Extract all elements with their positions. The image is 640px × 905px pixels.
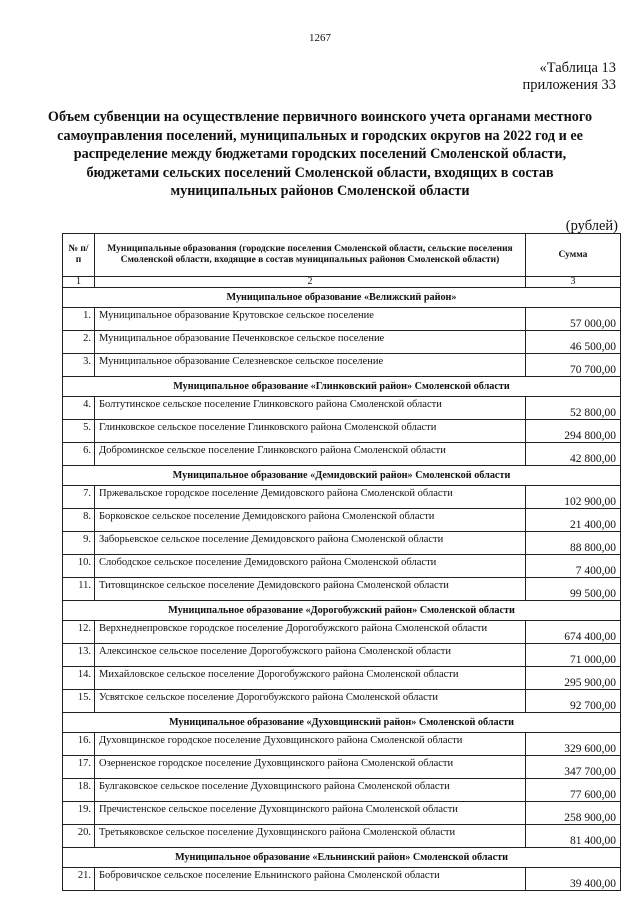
subvention-amount: 42 800,00 [526,443,621,466]
subvention-amount: 102 900,00 [526,486,621,509]
municipality-name: Муниципальное образование Печенковское сельское поселение [95,331,526,354]
subvention-amount: 99 500,00 [526,578,621,601]
municipality-name: Алексинское сельское поселение Дорогобужского района Смоленской области [95,644,526,667]
municipality-name: Пржевальское городское поселение Демидовского района Смоленской области [95,486,526,509]
region-header-row [63,288,621,308]
municipality-name: Михайловское сельское поселение Дорогобужского района Смоленской области [95,667,526,690]
municipality-name: Булгаковское сельское поселение Духовщинского района Смоленской области [95,779,526,802]
subvention-amount: 81 400,00 [526,825,621,848]
table-row [63,756,621,779]
row-number: 4. [63,397,95,420]
row-number: 1. [63,308,95,331]
document-title: Объем субвенции на осуществление первичного воинского учета органами местного самоуправления поселений, муниципальных и городских округов на 2022 год и ее распределение между бюджетами городских поселений Смоленской области, бюджетами сельских поселений Смоленской области, входящих в состав муниципальных районов Смоленской области [47,109,593,200]
table-row [63,509,621,532]
row-number: 20. [63,825,95,848]
table-row [63,578,621,601]
subvention-amount: 294 800,00 [526,420,621,443]
municipality-name: Бобровичское сельское поселение Ельнинского района Смоленской области [95,868,526,891]
column-number: 1 [63,277,95,288]
municipality-name: Доброминское сельское поселение Глинковского района Смоленской области [95,443,526,466]
row-number: 13. [63,644,95,667]
row-number: 15. [63,690,95,713]
region-header-row [63,713,621,733]
table-row [63,802,621,825]
row-number: 7. [63,486,95,509]
subvention-table [62,233,621,891]
table-row [63,443,621,466]
municipality-name: Борковское сельское поселение Демидовского района Смоленской области [95,509,526,532]
row-number: 21. [63,868,95,891]
page-number: 1267 [309,32,331,44]
table-header-row [63,234,621,277]
table-row [63,690,621,713]
row-number: 10. [63,555,95,578]
row-number: 6. [63,443,95,466]
subvention-amount: 674 400,00 [526,621,621,644]
table-row [63,331,621,354]
subvention-amount: 57 000,00 [526,308,621,331]
municipality-name: Титовщинское сельское поселение Демидовского района Смоленской области [95,578,526,601]
municipality-name: Озерненское городское поселение Духовщинского района Смоленской области [95,756,526,779]
municipality-name: Усвятское сельское поселение Дорогобужского района Смоленской области [95,690,526,713]
header-sum: Сумма [526,234,621,277]
municipality-name: Духовщинское городское поселение Духовщинского района Смоленской области [95,733,526,756]
region-title: Муниципальное образование «Дорогобужский район» Смоленской области [63,601,621,621]
region-title: Муниципальное образование «Духовщинский район» Смоленской области [63,713,621,733]
table-ref-line1: «Таблица 13 [539,60,616,76]
region-title: Муниципальное образование «Глинковский район» Смоленской области [63,377,621,397]
table-row [63,532,621,555]
region-header-row [63,377,621,397]
table-row [63,825,621,848]
subvention-amount: 295 900,00 [526,667,621,690]
table-row [63,733,621,756]
table-row [63,555,621,578]
row-number: 5. [63,420,95,443]
table-row [63,868,621,891]
subvention-amount: 88 800,00 [526,532,621,555]
subvention-amount: 46 500,00 [526,331,621,354]
row-number: 9. [63,532,95,555]
row-number: 16. [63,733,95,756]
table-reference [523,60,616,94]
region-header-row [63,601,621,621]
row-number: 17. [63,756,95,779]
column-number: 2 [95,277,526,288]
subvention-amount: 329 600,00 [526,733,621,756]
table-row [63,397,621,420]
header-name: Муниципальные образования (городские поселения Смоленской области, сельские поселения Смоленской области, входящие в состав муниципальных районов Смоленской области) [95,234,526,277]
table-row [63,420,621,443]
row-number: 11. [63,578,95,601]
row-number: 19. [63,802,95,825]
municipality-name: Муниципальное образование Селезневское сельское поселение [95,354,526,377]
municipality-name: Болтутинское сельское поселение Глинковского района Смоленской области [95,397,526,420]
subvention-amount: 39 400,00 [526,868,621,891]
table-row [63,621,621,644]
subvention-amount: 52 800,00 [526,397,621,420]
municipality-name: Верхнеднепровское городское поселение Дорогобужского района Смоленской области [95,621,526,644]
region-title: Муниципальное образование «Велижский район» [63,288,621,308]
row-number: 8. [63,509,95,532]
region-header-row [63,466,621,486]
column-number-row [63,277,621,288]
municipality-name: Заборьевское сельское поселение Демидовского района Смоленской области [95,532,526,555]
table-row [63,308,621,331]
municipality-name: Глинковское сельское поселение Глинковского района Смоленской области [95,420,526,443]
row-number: 14. [63,667,95,690]
table-row [63,667,621,690]
units-label: (рублей) [565,218,618,234]
subvention-amount: 21 400,00 [526,509,621,532]
row-number: 18. [63,779,95,802]
subvention-amount: 77 600,00 [526,779,621,802]
column-number: 3 [526,277,621,288]
table-row [63,779,621,802]
subvention-amount: 347 700,00 [526,756,621,779]
region-header-row [63,848,621,868]
table-ref-line2: приложения 33 [522,77,616,93]
subvention-amount: 7 400,00 [526,555,621,578]
row-number: 12. [63,621,95,644]
subvention-amount: 71 000,00 [526,644,621,667]
row-number: 2. [63,331,95,354]
municipality-name: Слободское сельское поселение Демидовского района Смоленской области [95,555,526,578]
table-body [63,288,621,891]
subvention-amount: 258 900,00 [526,802,621,825]
municipality-name: Муниципальное образование Крутовское сельское поселение [95,308,526,331]
header-num: № п/п [63,234,95,277]
subvention-amount: 92 700,00 [526,690,621,713]
table-row [63,644,621,667]
table-row [63,354,621,377]
region-title: Муниципальное образование «Ельнинский район» Смоленской области [63,848,621,868]
region-title: Муниципальное образование «Демидовский район» Смоленской области [63,466,621,486]
row-number: 3. [63,354,95,377]
subvention-amount: 70 700,00 [526,354,621,377]
table-row [63,486,621,509]
municipality-name: Пречистенское сельское поселение Духовщинского района Смоленской области [95,802,526,825]
municipality-name: Третьяковское сельское поселение Духовщинского района Смоленской области [95,825,526,848]
